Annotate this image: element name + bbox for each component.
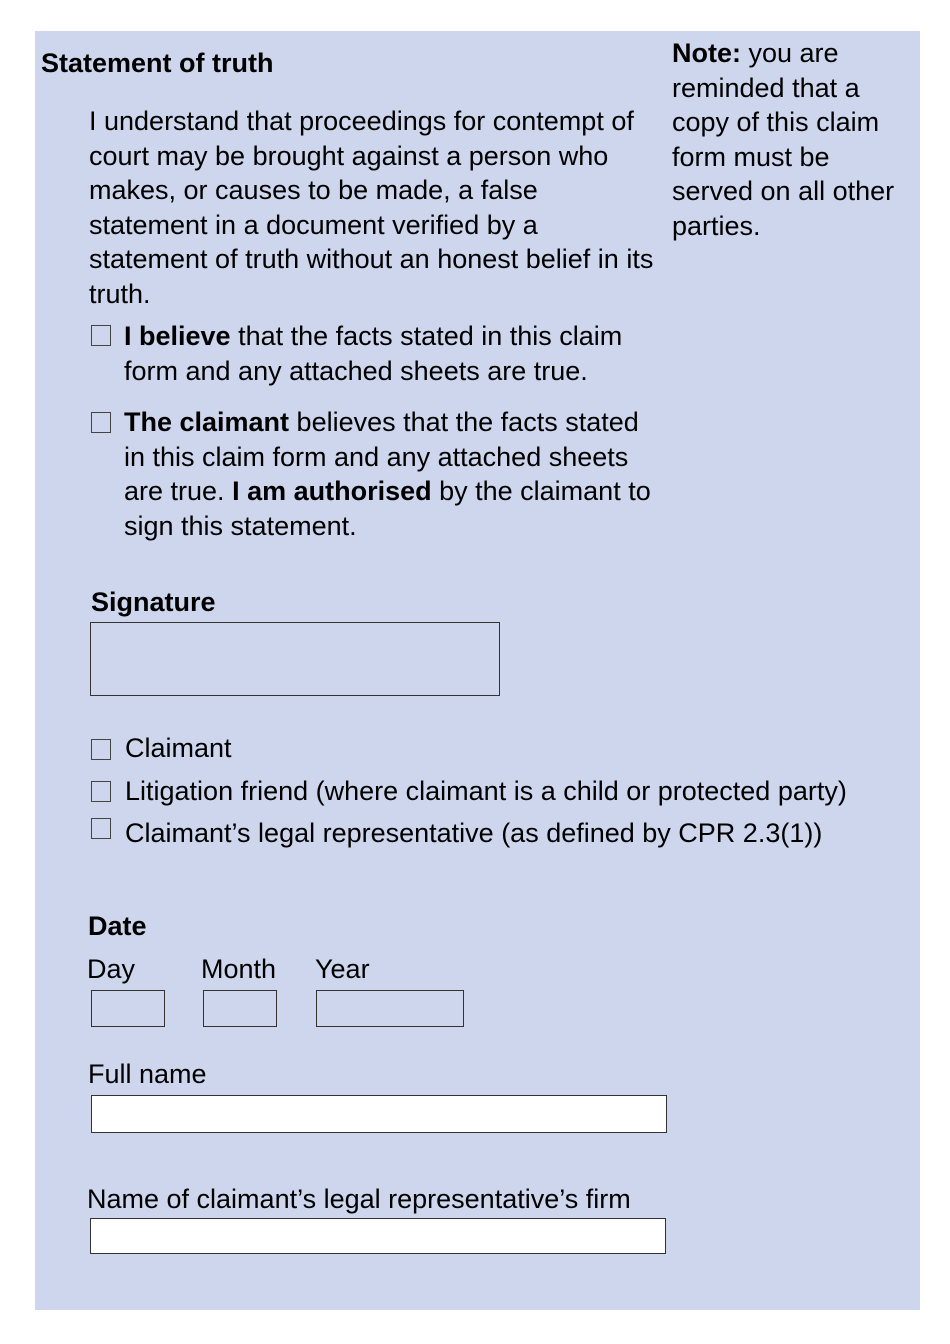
role-checkbox-claimant[interactable] (91, 739, 111, 760)
role-label-claimant: Claimant (125, 733, 232, 763)
belief-checkbox-2[interactable] (91, 412, 111, 433)
belief-option-2-mid: believes that the facts stated in this claim form and any attached sheets are true. (124, 407, 639, 506)
belief-option-1-text (124, 319, 664, 388)
day-input[interactable] (91, 990, 165, 1027)
day-label: Day (87, 954, 136, 984)
role-checkbox-legal-representative[interactable] (91, 818, 111, 839)
note-label: Note: (672, 38, 741, 68)
full-name-input[interactable] (91, 1095, 667, 1133)
firm-name-input[interactable] (90, 1218, 666, 1254)
belief-option-2-bold-1: The claimant (124, 407, 290, 437)
role-checkbox-litigation-friend[interactable] (91, 781, 111, 802)
date-label: Date (88, 911, 147, 941)
belief-option-2-text (124, 405, 664, 543)
firm-name-label: Name of claimant’s legal representative’s firm (87, 1184, 631, 1214)
signature-box[interactable] (90, 622, 500, 696)
month-label: Month (201, 954, 277, 984)
belief-option-2-bold-2: I am authorised (232, 476, 432, 506)
month-input[interactable] (203, 990, 277, 1027)
signature-label: Signature (91, 587, 216, 617)
role-label-litigation-friend: Litigation friend (where claimant is a child or protected party) (125, 776, 847, 806)
note-body: you are reminded that a copy of this claim form must be served on all other parties. (672, 38, 895, 241)
year-input[interactable] (316, 990, 464, 1027)
belief-option-1-rest: that the facts stated in this claim form and any attached sheets are true. (124, 321, 623, 386)
belief-checkbox-1[interactable] (91, 325, 111, 346)
statement-title: Statement of truth (41, 48, 274, 78)
belief-option-2-end: by the claimant to sign this statement. (124, 476, 651, 541)
year-label: Year (315, 954, 370, 984)
full-name-label: Full name (88, 1059, 207, 1089)
note-text (672, 36, 917, 243)
belief-option-1-bold: I believe (124, 321, 231, 351)
statement-body: I understand that proceedings for contempt of court may be brought against a person who makes, or causes to be made, a false statement in a document verified by a statement of truth without an honest belief in its truth. (89, 106, 654, 309)
role-label-legal-representative: Claimant’s legal representative (as defined by CPR 2.3(1)) (125, 818, 823, 848)
